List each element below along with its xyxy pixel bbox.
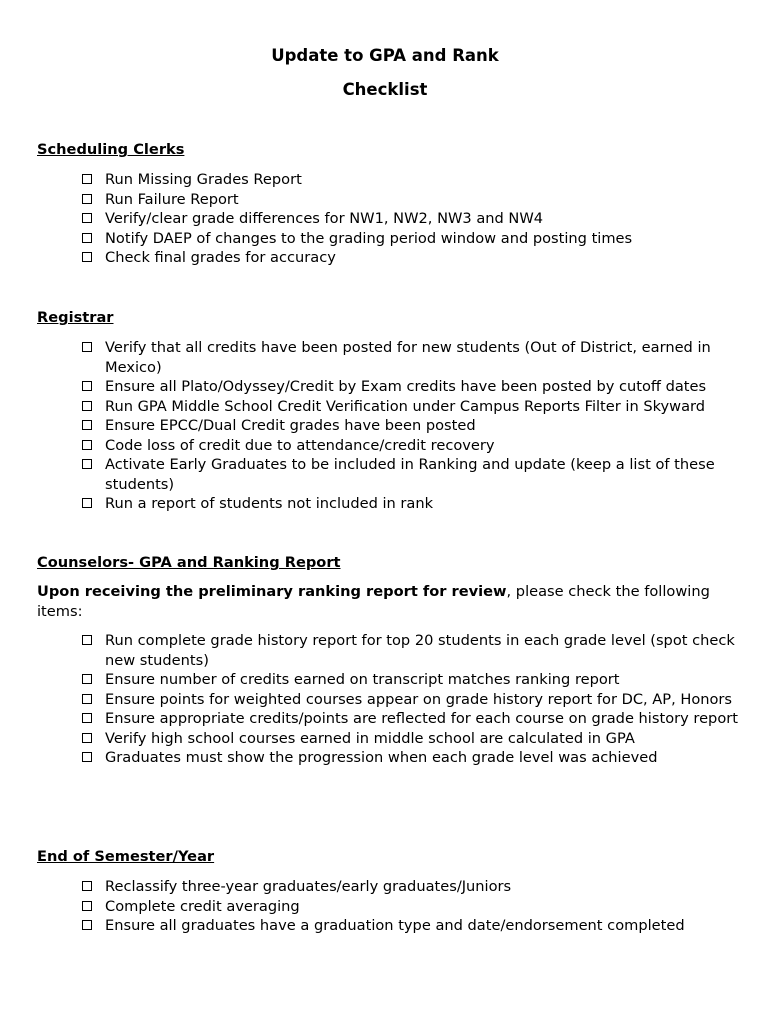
document-subtitle: Checklist xyxy=(342,80,428,99)
counselors-intro-bold: Upon receiving the preliminary ranking report for review xyxy=(37,583,507,600)
list-item xyxy=(82,436,742,456)
list-item-text: Ensure appropriate credits/points are reflected for each course on grade history report xyxy=(105,710,738,727)
list-item xyxy=(82,670,742,690)
section-heading-registrar: Registrar xyxy=(37,309,114,326)
checkbox-icon[interactable] xyxy=(82,674,92,684)
checklist-scheduling-clerks xyxy=(82,170,742,268)
list-item-text: Check final grades for accuracy xyxy=(105,249,336,266)
list-item xyxy=(82,631,742,670)
section-heading-end-of-semester: End of Semester/Year xyxy=(37,848,215,865)
checkbox-icon[interactable] xyxy=(82,498,92,508)
list-item-text: Ensure EPCC/Dual Credit grades have been posted xyxy=(105,417,476,434)
checkbox-icon[interactable] xyxy=(82,381,92,391)
checkbox-icon[interactable] xyxy=(82,401,92,411)
section-heading-scheduling-clerks: Scheduling Clerks xyxy=(37,141,185,158)
list-item xyxy=(82,209,742,229)
list-item-text: Verify/clear grade differences for NW1, NW2, NW3 and NW4 xyxy=(105,210,544,227)
checklist-registrar xyxy=(82,338,742,514)
checkbox-icon[interactable] xyxy=(82,342,92,352)
list-item xyxy=(82,248,742,268)
list-item-text: Ensure number of credits earned on transcript matches ranking report xyxy=(105,671,620,688)
document-title: Update to GPA and Rank xyxy=(271,46,499,65)
list-item xyxy=(82,877,742,897)
checkbox-icon[interactable] xyxy=(82,733,92,743)
list-item-text: Run GPA Middle School Credit Verification under Campus Reports Filter in Skyward xyxy=(105,397,706,415)
checkbox-icon[interactable] xyxy=(82,901,92,911)
checkbox-icon[interactable] xyxy=(82,459,92,469)
checkbox-icon[interactable] xyxy=(82,881,92,891)
list-item xyxy=(82,916,742,936)
section-heading-counselors: Counselors- GPA and Ranking Report xyxy=(37,554,341,571)
list-item-text: Run complete grade history report for top 20 students in each grade level (spot check new students) xyxy=(105,632,735,669)
list-item xyxy=(82,690,742,710)
list-item xyxy=(82,170,742,190)
counselors-intro-rest: , please check the following items: xyxy=(37,583,710,620)
checklist-end-of-semester xyxy=(82,877,742,936)
list-item-text: Run Missing Grades Report xyxy=(105,171,302,188)
list-item xyxy=(82,748,742,768)
list-item-text: Verify high school courses earned in middle school are calculated in GPA xyxy=(105,729,635,747)
checklist-counselors xyxy=(82,631,742,768)
checkbox-icon[interactable] xyxy=(82,920,92,930)
list-item xyxy=(82,494,742,514)
list-item xyxy=(82,397,742,417)
list-item-text: Ensure all Plato/Odyssey/Credit by Exam credits have been posted by cutoff dates xyxy=(105,378,707,395)
checkbox-icon[interactable] xyxy=(82,174,92,184)
list-item xyxy=(82,377,742,397)
list-item-text: Run a report of students not included in rank xyxy=(105,495,434,512)
list-item-text: Activate Early Graduates to be included in Ranking and update (keep a list of these students) xyxy=(105,456,715,493)
checkbox-icon[interactable] xyxy=(82,213,92,223)
list-item-text: Complete credit averaging xyxy=(105,897,300,915)
list-item xyxy=(82,416,742,436)
list-item-text: Reclassify three-year graduates/early graduates/Juniors xyxy=(105,878,512,895)
checkbox-icon[interactable] xyxy=(82,233,92,243)
checkbox-icon[interactable] xyxy=(82,420,92,430)
counselors-intro xyxy=(37,582,742,621)
list-item-text: Code loss of credit due to attendance/credit recovery xyxy=(105,436,495,454)
checkbox-icon[interactable] xyxy=(82,440,92,450)
checkbox-icon[interactable] xyxy=(82,635,92,645)
list-item xyxy=(82,229,742,249)
list-item-text: Verify that all credits have been posted for new students (Out of District, earned in Mexico) xyxy=(105,339,711,376)
list-item-text: Run Failure Report xyxy=(105,190,239,208)
list-item xyxy=(82,897,742,917)
checkbox-icon[interactable] xyxy=(82,194,92,204)
list-item xyxy=(82,190,742,210)
checkbox-icon[interactable] xyxy=(82,752,92,762)
list-item xyxy=(82,455,742,494)
list-item xyxy=(82,338,742,377)
checkbox-icon[interactable] xyxy=(82,713,92,723)
list-item-text: Notify DAEP of changes to the grading period window and posting times xyxy=(105,229,633,247)
list-item-text: Ensure all graduates have a graduation type and date/endorsement completed xyxy=(105,917,685,934)
list-item xyxy=(82,709,742,729)
list-item-text: Graduates must show the progression when each grade level was achieved xyxy=(105,749,658,766)
checkbox-icon[interactable] xyxy=(82,694,92,704)
list-item xyxy=(82,729,742,749)
checkbox-icon[interactable] xyxy=(82,252,92,262)
list-item-text: Ensure points for weighted courses appear on grade history report for DC, AP, Honors xyxy=(105,690,733,708)
